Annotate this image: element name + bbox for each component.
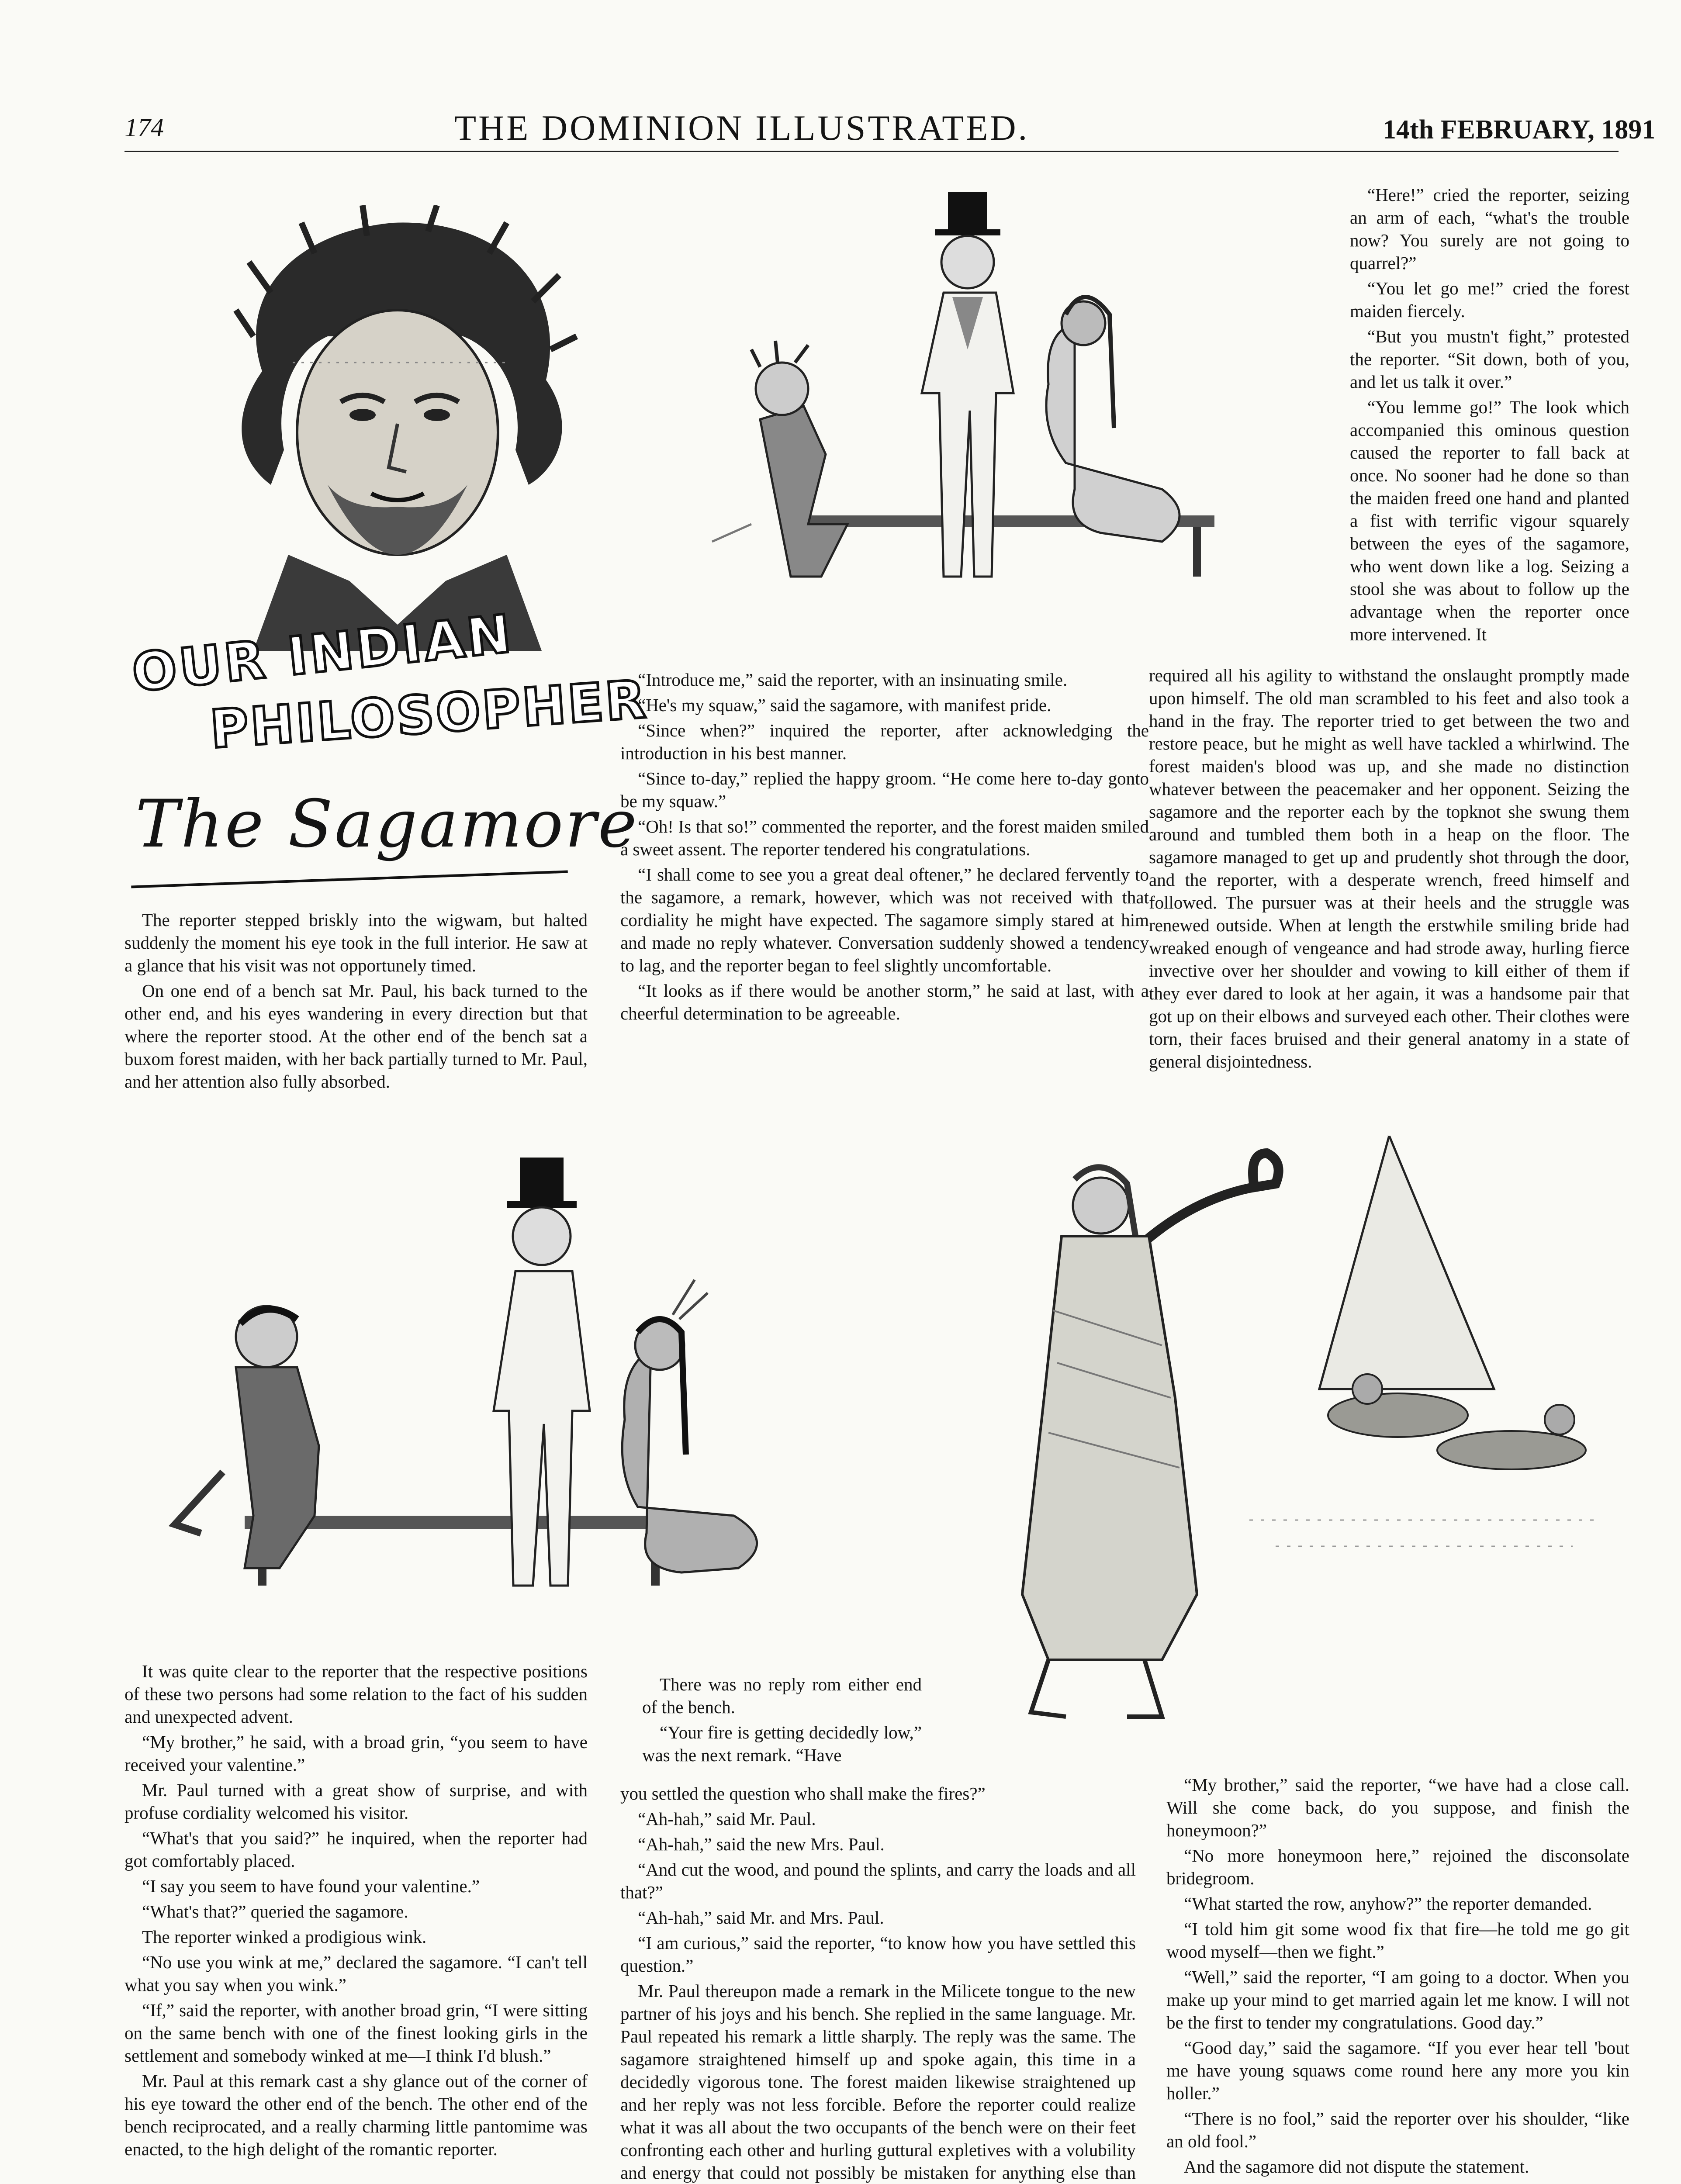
column2-top-text: [620, 668, 1149, 1027]
series-title-line1: OUR INDIAN: [129, 603, 517, 704]
seated-couple-drawing: [114, 1140, 795, 1621]
issue-date: 14th FEBRUARY, 1891: [1383, 115, 1656, 145]
paragraph: “And cut the wood, and pound the splints, and carry the loads and all that?”: [620, 1859, 1136, 1902]
paragraph: Mr. Paul turned with a great show of surprise, and with profuse cordiality welcomed his visitor.: [125, 1780, 588, 1823]
paragraph: On one end of a bench sat Mr. Paul, his back turned to the other end, and his eyes wandering in every direction but that where the reporter stood. At the other end of the bench sat a buxom forest maiden, with her back partially turned to Mr. Paul, and her attention also fully absorbed.: [125, 981, 588, 1092]
bench-scene-drawing: [681, 183, 1367, 620]
paragraph: “Your fire is getting decidedly low,” was the next remark. “Have: [642, 1722, 922, 1765]
paragraph: “It looks as if there would be another storm,” he said at last, with a cheerful determination to be agreeable.: [620, 981, 1149, 1023]
paragraph: “No use you wink at me,” declared the sagamore. “I can't tell what you say when you wink.”: [125, 1952, 588, 1995]
paragraph: “Oh! Is that so!” commented the reporter, and the forest maiden smiled a sweet assent. The reporter tendered his congratulations.: [620, 816, 1149, 859]
paragraph: “But you mustn't fight,” protested the reporter. “Sit down, both of you, and let us talk it over.”: [1350, 326, 1629, 392]
paragraph: you settled the question who shall make the fires?”: [620, 1783, 986, 1804]
angry-maiden-drawing: [917, 1136, 1616, 1747]
paragraph: “Introduce me,” said the reporter, with an insinuating smile.: [638, 670, 1068, 690]
paragraph: “What's that you said?” he inquired, when the reporter had got comfortably placed.: [125, 1828, 588, 1871]
paragraph: “I am curious,” said the reporter, “to know how you have settled this question.”: [620, 1933, 1136, 1976]
seated-couple-illustration: [114, 1140, 795, 1621]
paragraph: “Well,” said the reporter, “I am going to a doctor. When you make up your mind to get married again let me know. I will not be the first to tender my congratulations. Good day.”: [1166, 1967, 1629, 2032]
paragraph: “I say you seem to have found your valentine.”: [142, 1876, 480, 1896]
masthead: THE DOMINION ILLUSTRATED.: [454, 108, 1030, 148]
paragraph: “There is no fool,” said the reporter over his shoulder, “like an old fool.”: [1166, 2108, 1629, 2151]
paragraph: “Since to-day,” replied the happy groom. “He come here to-day gonto be my squaw.”: [620, 768, 1149, 811]
paragraph: “My brother,” he said, with a broad grin, “you seem to have received your valentine.”: [125, 1732, 588, 1775]
paragraph: required all his agility to withstand the onslaught promptly made upon himself. The old man scrambled to his feet and also took a hand in the fray. The reporter tried to get between the two and restore peace, but he might as well have tackled a whirlwind. The forest maiden's blood was up, and she made no distinction whatever between the peacemaker and her opponent. Seizing the sagamore and the reporter each by the topknot she swung them around and tumbled them both in a heap on the floor. The sagamore managed to get up and prudently shot through the door, and the reporter, with a desperate wrench, freed himself and followed. The pursuer was at their heels and the struggle was renewed outside. When at length the erstwhile smiling bride had wreaked enough of vengeance and had strode away, hurling fierce invective over her shoulder and vowing to kill either of them if they ever dared to look at her again, it was a handsome pair that got up on their elbows and surveyed each other. Their clothes were torn, their faces bruised and their general anatomy in a state of general disjointedness.: [1149, 665, 1629, 1071]
paragraph: “I shall come to see you a great deal oftener,” he declared fervently to the sagamore, a remark, however, which was not received with that cordiality he might have expected. The sagamore simply stared at him and made no reply whatever. Conversation suddenly showed a tendency to lag, and the reporter began to feel slightly uncomfortable.: [620, 864, 1149, 975]
column1-top-text: [125, 909, 588, 1095]
paragraph: Mr. Paul at this remark cast a shy glance out of the corner of his eye toward the other end of the bench. The other end of the bench reciprocated, and a really charming little pantomime was enacted, to the high delight of the romantic reporter.: [125, 2071, 588, 2159]
paragraph: “Ah-hah,” said Mr. Paul.: [638, 1809, 816, 1829]
column2-bottom-text: [620, 1782, 1136, 2184]
column3-bottom-text: [1166, 1773, 1629, 2181]
column2-bottom-narrow-text: [642, 1673, 922, 1769]
header-rule: [125, 151, 1619, 152]
column3-wide-text: [1149, 664, 1629, 1075]
bench-scene-illustration: [681, 183, 1367, 620]
paragraph: It was quite clear to the reporter that the respective positions of these two persons had some relation to the fact of his sudden and unexpected advent.: [125, 1661, 588, 1727]
page-number: 174: [125, 113, 164, 142]
paragraph: “I told him git some wood fix that fire—he told me go git wood myself—then we fight.”: [1166, 1919, 1629, 1962]
paragraph: The reporter stepped briskly into the wigwam, but halted suddenly the moment his eye took in the full interior. He saw at a glance that his visit was not opportunely timed.: [125, 910, 588, 975]
paragraph: “My brother,” said the reporter, “we have had a close call. Will she come back, do you suppose, and finish the honeymoon?”: [1166, 1775, 1629, 1840]
story-title: The Sagamore: [135, 786, 639, 862]
paragraph: “You lemme go!” The look which accompanied this ominous question caused the reporter to fall back at once. No sooner had he done so than the maiden freed one hand and planted a fist with terrific vigour squarely between the eyes of the sagamore, who went down like a log. Seizing a stool she was about to follow up the advantage when the reporter once more intervened. It: [1350, 397, 1629, 644]
column1-bottom-text: [125, 1660, 588, 2163]
paragraph: “Ah-hah,” said the new Mrs. Paul.: [638, 1834, 885, 1854]
series-title-line2: PHILOSOPHER: [208, 669, 650, 760]
paragraph: And the sagamore did not dispute the statement.: [1184, 2156, 1529, 2177]
paragraph: “Ah-hah,” said Mr. and Mrs. Paul.: [638, 1908, 884, 1928]
paragraph: Mr. Paul thereupon made a remark in the Milicete tongue to the new partner of his joys and his bench. She replied in the same language. Mr. Paul repeated his remark a little sharply. The reply was the same. The sagamore straightened himself up and spoke again, this time in a decidedly vigorous tone. The forest maiden likewise straightened up and her reply was not less forcible. Before the reporter could realize what it was all about the two occupants of the bench were on their feet confronting each other and hurling guttural expletives with a volubility and energy that could not possibly be mistaken for anything else than: [620, 1981, 1136, 2183]
paragraph: “He's my squaw,” said the sagamore, with manifest pride.: [638, 695, 1051, 715]
paragraph: “Here!” cried the reporter, seizing an arm of each, “what's the trouble now? You surely are not going to quarrel?”: [1350, 185, 1629, 273]
paragraph: “You let go me!” cried the forest maiden fiercely.: [1350, 278, 1629, 321]
paragraph: “If,” said the reporter, with another broad grin, “I were sitting on the same bench with one of the finest looking girls in the settlement and somebody winked at me—I think I'd blush.”: [125, 2000, 588, 2066]
paragraph: “What started the row, anyhow?” the reporter demanded.: [1184, 1894, 1592, 1914]
paragraph: “No more honeymoon here,” rejoined the disconsolate bridegroom.: [1166, 1845, 1629, 1888]
story-title-underline: [131, 871, 568, 888]
paragraph: The reporter winked a prodigious wink.: [142, 1927, 427, 1947]
angry-maiden-illustration: [917, 1136, 1616, 1747]
paragraph: “What's that?” queried the sagamore.: [142, 1901, 408, 1921]
paragraph: “Good day,” said the sagamore. “If you ever hear tell 'bout me have young squaws come round here any more you kin holler.”: [1166, 2038, 1629, 2103]
column3-narrow-text: [1350, 183, 1629, 648]
paragraph: “Since when?” inquired the reporter, after acknowledging the introduction in his best manner.: [620, 720, 1149, 763]
paragraph: There was no reply rom either end of the bench.: [642, 1674, 922, 1717]
portrait-illustration: [183, 205, 612, 651]
portrait-drawing: [183, 205, 612, 651]
